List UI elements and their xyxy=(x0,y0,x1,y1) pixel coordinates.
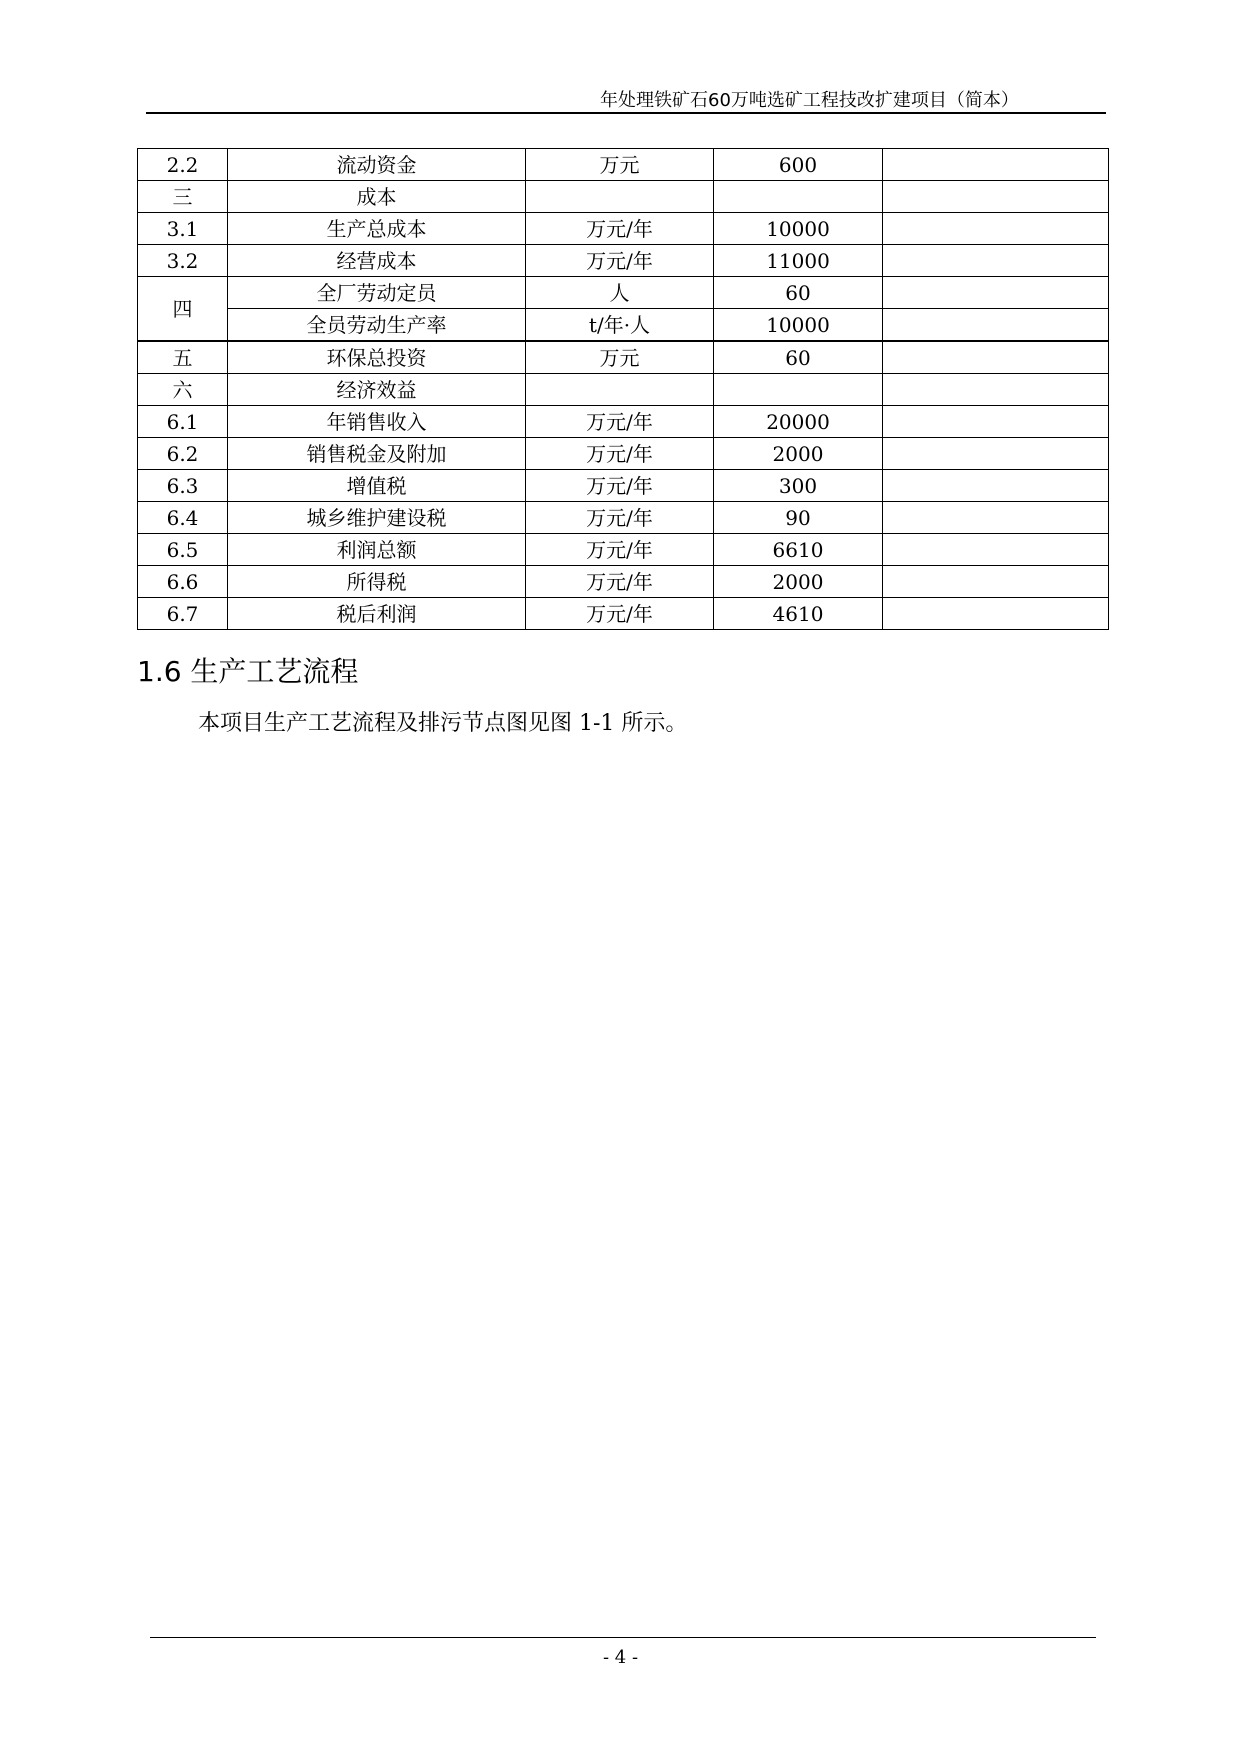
table-cell xyxy=(883,309,1109,342)
table-cell: 生产总成本 xyxy=(228,213,526,245)
table-cell: 万元/年 xyxy=(526,406,714,438)
table-cell: 经济效益 xyxy=(228,374,526,406)
table-cell: 成本 xyxy=(228,181,526,213)
table-cell xyxy=(883,374,1109,406)
table-cell xyxy=(883,598,1109,630)
table-cell xyxy=(883,213,1109,245)
table-cell: 销售税金及附加 xyxy=(228,438,526,470)
table-cell: 20000 xyxy=(714,406,883,438)
table-cell: 6610 xyxy=(714,534,883,566)
footer-rule xyxy=(150,1637,1096,1638)
table-cell: 600 xyxy=(714,149,883,181)
table-cell: 万元/年 xyxy=(526,534,714,566)
table-cell: 6.2 xyxy=(138,438,228,470)
table-cell: t/年·人 xyxy=(526,309,714,342)
table-cell: 万元/年 xyxy=(526,438,714,470)
running-header-title: 年处理铁矿石60万吨选矿工程技改扩建项目（简本） xyxy=(600,90,1019,111)
table-cell: 环保总投资 xyxy=(228,341,526,374)
table-cell: 6.6 xyxy=(138,566,228,598)
table-cell: 五 xyxy=(138,341,228,374)
table-row xyxy=(138,213,1109,245)
table-cell xyxy=(526,181,714,213)
table-cell xyxy=(883,277,1109,309)
table-cell: 六 xyxy=(138,374,228,406)
body-paragraph: 本项目生产工艺流程及排污节点图见图 1-1 所示。 xyxy=(198,711,688,736)
table-row xyxy=(138,309,1109,342)
table-cell: 3.2 xyxy=(138,245,228,277)
table-cell: 10000 xyxy=(714,213,883,245)
table-cell: 2000 xyxy=(714,566,883,598)
table-cell: 万元/年 xyxy=(526,213,714,245)
table-cell: 300 xyxy=(714,470,883,502)
table-cell: 利润总额 xyxy=(228,534,526,566)
economic-indicators-table xyxy=(137,148,1109,630)
table-cell xyxy=(714,181,883,213)
table-cell: 万元/年 xyxy=(526,502,714,534)
table-row xyxy=(138,149,1109,181)
table-cell: 3.1 xyxy=(138,213,228,245)
table-row xyxy=(138,245,1109,277)
table-cell xyxy=(883,245,1109,277)
table-row xyxy=(138,502,1109,534)
table-cell-merged: 四 xyxy=(138,277,228,342)
table-cell: 城乡维护建设税 xyxy=(228,502,526,534)
table-cell xyxy=(883,438,1109,470)
table-cell: 三 xyxy=(138,181,228,213)
table-cell: 11000 xyxy=(714,245,883,277)
table-cell: 60 xyxy=(714,341,883,374)
table-row xyxy=(138,598,1109,630)
table-cell: 60 xyxy=(714,277,883,309)
page-number: - 4 - xyxy=(602,1647,639,1668)
table-cell xyxy=(883,566,1109,598)
table-cell: 万元/年 xyxy=(526,598,714,630)
table-cell: 万元 xyxy=(526,341,714,374)
table-cell xyxy=(883,470,1109,502)
table-cell: 流动资金 xyxy=(228,149,526,181)
table-cell xyxy=(526,374,714,406)
table-cell xyxy=(883,534,1109,566)
table-row xyxy=(138,406,1109,438)
table-cell xyxy=(883,406,1109,438)
table-cell: 6.1 xyxy=(138,406,228,438)
table-row xyxy=(138,341,1109,374)
table-cell: 万元/年 xyxy=(526,470,714,502)
table-cell: 90 xyxy=(714,502,883,534)
table-cell: 6.3 xyxy=(138,470,228,502)
table-cell: 经营成本 xyxy=(228,245,526,277)
table-cell: 万元/年 xyxy=(526,245,714,277)
table-cell: 增值税 xyxy=(228,470,526,502)
table-cell: 全员劳动生产率 xyxy=(228,309,526,342)
table-cell: 万元 xyxy=(526,149,714,181)
table-cell: 全厂劳动定员 xyxy=(228,277,526,309)
table-row xyxy=(138,438,1109,470)
table-row xyxy=(138,374,1109,406)
table-cell xyxy=(883,181,1109,213)
header-rule xyxy=(146,112,1106,114)
table-cell xyxy=(883,341,1109,374)
table-row xyxy=(138,470,1109,502)
table-cell: 税后利润 xyxy=(228,598,526,630)
table-row xyxy=(138,534,1109,566)
table-cell: 2.2 xyxy=(138,149,228,181)
table-cell: 4610 xyxy=(714,598,883,630)
table-cell: 人 xyxy=(526,277,714,309)
table-cell xyxy=(714,374,883,406)
table-row xyxy=(138,566,1109,598)
table-cell: 万元/年 xyxy=(526,566,714,598)
table-cell: 6.5 xyxy=(138,534,228,566)
table-cell: 年销售收入 xyxy=(228,406,526,438)
table-cell: 2000 xyxy=(714,438,883,470)
table-cell xyxy=(883,149,1109,181)
table-cell: 10000 xyxy=(714,309,883,342)
table-cell: 所得税 xyxy=(228,566,526,598)
table-row xyxy=(138,277,1109,309)
table-cell xyxy=(883,502,1109,534)
section-heading: 1.6 生产工艺流程 xyxy=(137,655,359,688)
table-cell: 6.7 xyxy=(138,598,228,630)
table-row xyxy=(138,181,1109,213)
table-cell: 6.4 xyxy=(138,502,228,534)
